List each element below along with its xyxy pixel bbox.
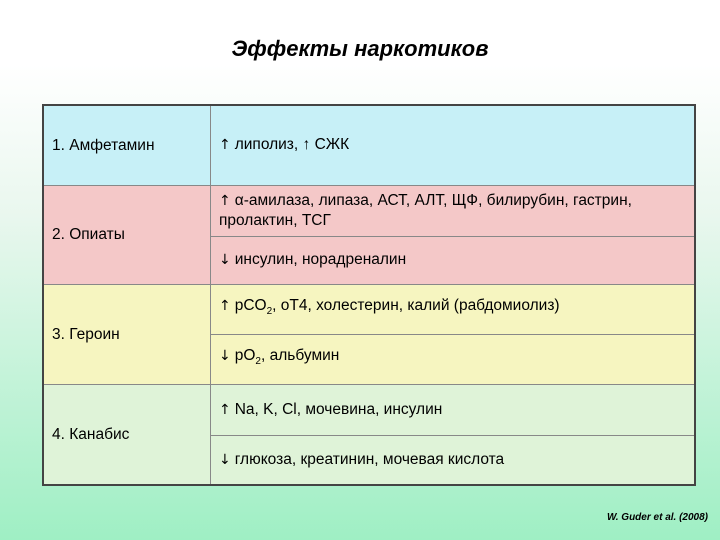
subscript: 2 [255, 356, 261, 368]
effect-text: pCO [234, 297, 267, 315]
effect-cell [211, 105, 696, 185]
drug-name: 3. Героин [43, 284, 211, 384]
effect-text: , оТ4, холестерин, калий (рабдомиолиз) [272, 297, 560, 315]
drug-name: 4. Канабис [43, 384, 211, 485]
down-arrow-icon: ↓ [219, 451, 231, 468]
table-row [43, 384, 695, 435]
up-arrow-icon: ↑ [219, 401, 231, 418]
effect-cell [211, 236, 696, 284]
effect-cell [211, 284, 696, 334]
drug-effects-table [42, 104, 696, 486]
effect-text: Na, K, Cl, мочевина, инсулин [234, 400, 443, 418]
effect-text: инсулин, норадреналин [234, 251, 407, 268]
effect-text: pO [234, 347, 256, 365]
down-arrow-icon: ↓ [219, 252, 231, 268]
effect-cell [211, 384, 696, 435]
effect-text: глюкоза, креатинин, мочевая кислота [234, 450, 505, 468]
effect-cell [211, 334, 696, 384]
effect-text: α-амилаза, липаза, АСТ, АЛТ, ЩФ, билирубин, гастрин, пролактин, ТСГ [219, 192, 632, 229]
table-row [43, 284, 695, 334]
citation: W. Guder et al. (2008) [607, 512, 708, 523]
up-arrow-icon: ↑ [219, 193, 231, 209]
up-arrow-icon: ↑ [219, 298, 231, 315]
drug-name: 1. Амфетамин [43, 105, 211, 185]
drug-name: 2. Опиаты [43, 185, 211, 284]
page-title: Эффекты наркотиков [231, 36, 489, 61]
effect-cell [211, 185, 696, 236]
table-row [43, 105, 695, 185]
down-arrow-icon: ↓ [219, 348, 231, 365]
subscript: 2 [266, 306, 273, 318]
effect-text: липолиз, ↑ СЖК [234, 136, 350, 154]
effect-cell [211, 435, 696, 485]
effect-text: , альбумин [260, 347, 340, 365]
table-row [43, 185, 695, 236]
up-arrow-icon: ↑ [219, 137, 231, 154]
